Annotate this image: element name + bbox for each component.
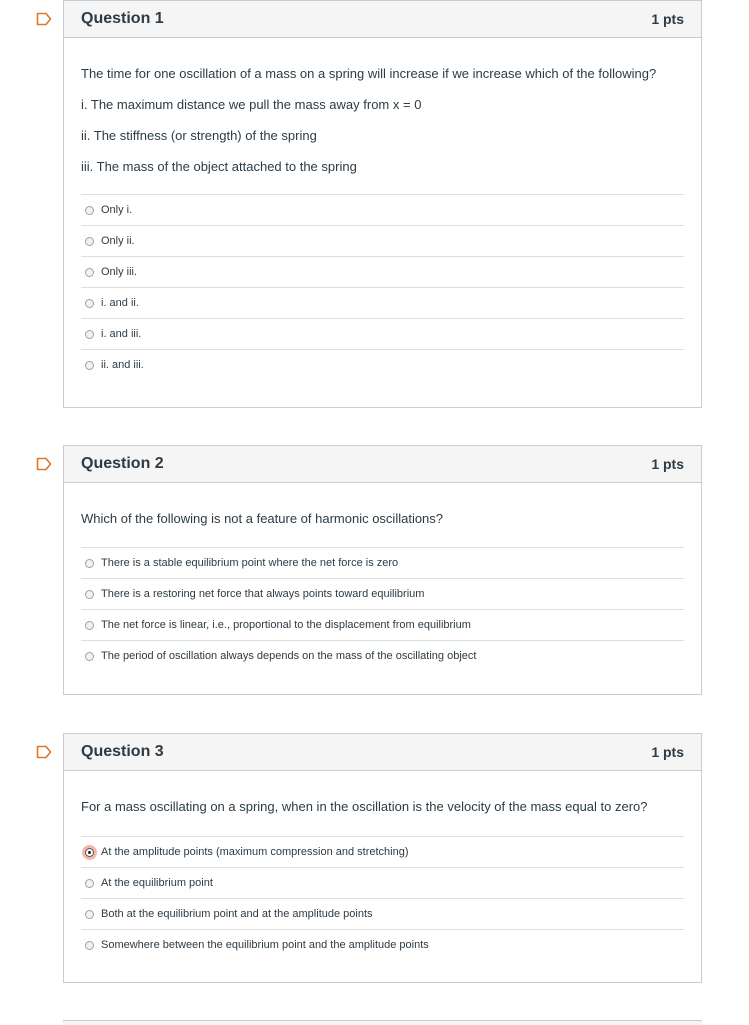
question-prompt: The time for one oscillation of a mass on a spring will increase if we increase which of the following? [81,66,657,81]
question-text [81,771,684,830]
radio-button[interactable] [85,237,94,246]
answer-label: Only i. [101,204,133,216]
question-2 [63,445,702,695]
question-1 [63,0,702,408]
radio-button[interactable] [85,361,94,370]
radio-button[interactable] [85,910,94,919]
answer-label: ii. and iii. [101,359,144,371]
radio-button[interactable] [85,590,94,599]
radio-button[interactable] [85,941,94,950]
answer-label: Both at the equilibrium point and at the amplitude points [101,908,373,920]
question-3 [63,733,702,983]
answer-label: The period of oscillation always depends on the mass of the oscillating object [101,650,477,662]
radio-button[interactable] [85,299,94,308]
question-prompt: For a mass oscillating on a spring, when in the oscillation is the velocity of the mass equal to zero? [81,799,648,814]
answer-list [81,547,684,671]
answer-option[interactable] [81,898,684,929]
answer-label: The net force is linear, i.e., proportional to the displacement from equilibrium [101,619,471,631]
answer-label: At the amplitude points (maximum compression and stretching) [101,846,409,858]
answer-list [81,194,684,380]
question-text [81,483,684,542]
flag-question-icon[interactable] [36,457,52,471]
answer-option[interactable] [81,349,684,380]
radio-button[interactable] [85,652,94,661]
answer-option[interactable] [81,287,684,318]
answer-option[interactable] [81,640,684,671]
question-title: Question 1 [81,10,164,27]
answer-label: Somewhere between the equilibrium point and the amplitude points [101,939,429,951]
question-statement: ii. The stiffness (or strength) of the spring [81,128,317,143]
answer-option[interactable] [81,256,684,287]
question-prompt: Which of the following is not a feature of harmonic oscillations? [81,511,444,526]
answer-label: Only ii. [101,235,135,247]
question-header [63,733,702,771]
radio-button[interactable] [85,330,94,339]
question-text [81,38,684,190]
answer-option[interactable] [81,836,684,867]
answer-list [81,836,684,960]
question-statement: i. The maximum distance we pull the mass away from x = 0 [81,97,422,112]
question-title: Question 3 [81,743,164,760]
radio-button[interactable] [85,559,94,568]
answer-option[interactable] [81,609,684,640]
radio-button[interactable] [85,879,94,888]
question-title: Question 2 [81,455,164,472]
answer-label: i. and iii. [101,328,142,340]
question-header [63,445,702,483]
question-points: 1 pts [651,11,684,27]
question-points: 1 pts [651,744,684,760]
next-question-edge [63,1020,702,1025]
radio-button[interactable] [85,206,94,215]
radio-button-selected[interactable] [85,848,94,857]
question-points: 1 pts [651,456,684,472]
answer-option[interactable] [81,929,684,960]
answer-option[interactable] [81,225,684,256]
radio-button[interactable] [85,268,94,277]
answer-option[interactable] [81,194,684,225]
answer-label: There is a stable equilibrium point where the net force is zero [101,557,399,569]
radio-button[interactable] [85,621,94,630]
flag-question-icon[interactable] [36,12,52,26]
flag-question-icon[interactable] [36,745,52,759]
answer-option[interactable] [81,578,684,609]
answer-option[interactable] [81,318,684,349]
answer-option[interactable] [81,547,684,578]
question-body [63,483,702,695]
answer-label: Only iii. [101,266,138,278]
answer-label: At the equilibrium point [101,877,213,889]
answer-label: i. and ii. [101,297,139,309]
question-body [63,771,702,983]
answer-label: There is a restoring net force that always points toward equilibrium [101,588,425,600]
question-statement: iii. The mass of the object attached to the spring [81,159,357,174]
question-header [63,0,702,38]
answer-option[interactable] [81,867,684,898]
question-body [63,38,702,408]
